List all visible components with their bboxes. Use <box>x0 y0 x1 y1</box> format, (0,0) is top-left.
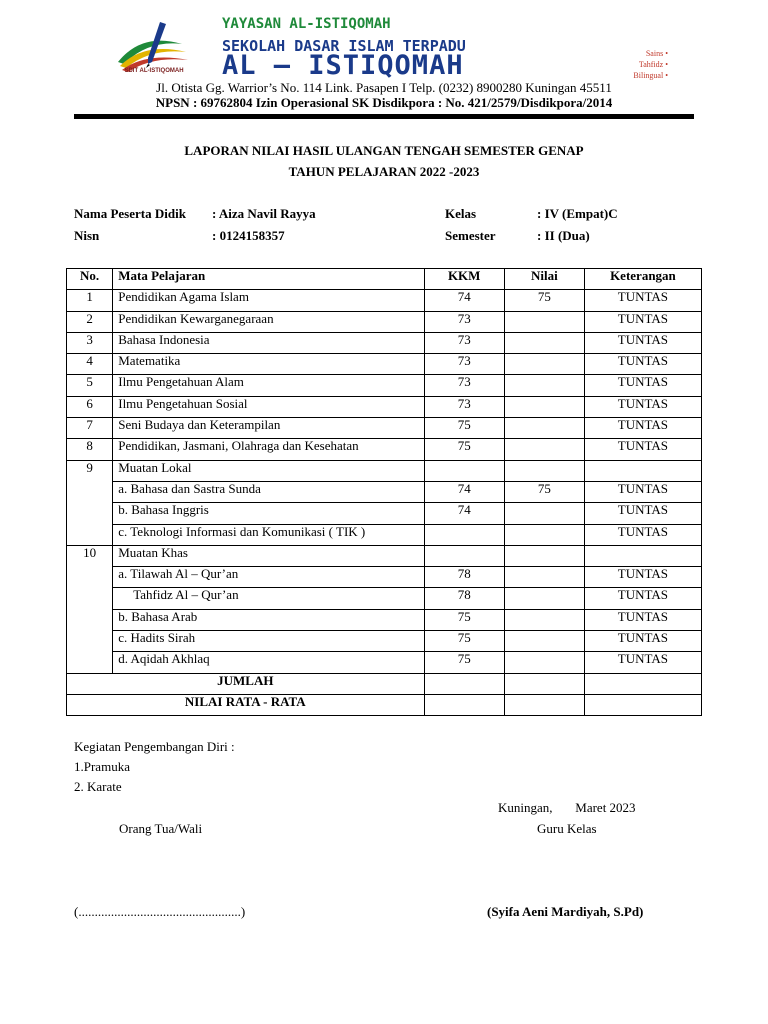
row-kkm <box>424 545 504 566</box>
total-row <box>67 673 702 694</box>
table-row <box>67 460 702 481</box>
row-keterangan: TUNTAS <box>584 588 701 609</box>
row-kkm: 73 <box>424 354 504 375</box>
row-keterangan: TUNTAS <box>584 652 701 673</box>
row-subject: Pendidikan Kewarganegaraan <box>113 311 424 332</box>
row-keterangan: TUNTAS <box>584 311 701 332</box>
class-value: : IV (Empat)C <box>537 206 618 221</box>
student-nisn-label: Nisn <box>74 228 100 243</box>
school-address: Jl. Otista Gg. Warrior’s No. 114 Link. Pasapen I Telp. (0232) 8900280 Kuningan 45511 <box>156 80 612 95</box>
row-keterangan: TUNTAS <box>584 439 701 460</box>
row-subject: Muatan Lokal <box>113 460 424 481</box>
table-row <box>67 354 702 375</box>
row-no <box>67 481 113 502</box>
semester-label: Semester <box>445 228 496 243</box>
row-subject: Muatan Khas <box>113 545 424 566</box>
row-no <box>67 588 113 609</box>
row-subject: Ilmu Pengetahuan Sosial <box>113 396 424 417</box>
row-keterangan: TUNTAS <box>584 375 701 396</box>
row-kkm: 74 <box>424 503 504 524</box>
total-ket <box>584 673 701 694</box>
header-no: No. <box>67 269 113 290</box>
row-nilai <box>504 524 584 545</box>
table-row <box>67 418 702 439</box>
row-no: 10 <box>67 545 113 566</box>
row-no <box>67 567 113 588</box>
row-subject: Matematika <box>113 354 424 375</box>
row-subject: a. Tilawah Al – Qur’an <box>113 567 424 588</box>
row-kkm: 75 <box>424 439 504 460</box>
teacher-signature: (Syifa Aeni Mardiyah, S.Pd) <box>487 904 644 919</box>
average-row <box>67 694 702 715</box>
table-row <box>67 396 702 417</box>
table-row <box>67 588 702 609</box>
table-row <box>67 311 702 332</box>
table-row <box>67 439 702 460</box>
row-keterangan: TUNTAS <box>584 503 701 524</box>
row-keterangan: TUNTAS <box>584 609 701 630</box>
row-keterangan: TUNTAS <box>584 396 701 417</box>
tag-sains: Sains • <box>645 49 668 58</box>
report-year: TAHUN PELAJARAN 2022 -2023 <box>288 164 480 179</box>
row-keterangan: TUNTAS <box>584 567 701 588</box>
header-keterangan: Keterangan <box>584 269 701 290</box>
row-kkm: 73 <box>424 396 504 417</box>
student-name-value: : Aiza Navil Rayya <box>212 206 316 221</box>
table-row <box>67 652 702 673</box>
row-nilai <box>504 503 584 524</box>
total-kkm <box>424 673 504 694</box>
table-row <box>67 290 702 311</box>
foundation-name: YAYASAN AL-ISTIQOMAH <box>222 16 391 32</box>
table-row <box>67 375 702 396</box>
row-kkm: 75 <box>424 609 504 630</box>
row-kkm: 75 <box>424 631 504 652</box>
table-row <box>67 631 702 652</box>
row-no: 7 <box>67 418 113 439</box>
row-kkm: 78 <box>424 567 504 588</box>
row-nilai <box>504 588 584 609</box>
table-row <box>67 545 702 566</box>
semester-value: : II (Dua) <box>537 228 590 243</box>
row-kkm: 74 <box>424 481 504 502</box>
activity-item: 2. Karate <box>74 779 122 794</box>
row-subject: d. Aqidah Akhlaq <box>113 652 424 673</box>
tag-tahfidz: Tahfidz • <box>638 60 668 69</box>
row-nilai <box>504 631 584 652</box>
average-label: NILAI RATA - RATA <box>67 694 425 715</box>
row-nilai <box>504 652 584 673</box>
row-kkm: 78 <box>424 588 504 609</box>
row-keterangan <box>584 460 701 481</box>
activities-title: Kegiatan Pengembangan Diri : <box>74 739 235 754</box>
school-type: SEKOLAH DASAR ISLAM TERPADU <box>222 37 466 55</box>
row-no <box>67 609 113 630</box>
row-subject: Pendidikan Agama Islam <box>113 290 424 311</box>
row-no <box>67 652 113 673</box>
teacher-label: Guru Kelas <box>537 821 597 836</box>
row-keterangan: TUNTAS <box>584 290 701 311</box>
row-subject: Bahasa Indonesia <box>113 332 424 353</box>
student-name-label: Nama Peserta Didik <box>74 206 186 221</box>
row-kkm <box>424 460 504 481</box>
row-no: 5 <box>67 375 113 396</box>
row-kkm <box>424 524 504 545</box>
activity-item: 1.Pramuka <box>74 759 130 774</box>
row-keterangan: TUNTAS <box>584 354 701 375</box>
table-row <box>67 524 702 545</box>
row-keterangan: TUNTAS <box>584 332 701 353</box>
row-no: 9 <box>67 460 113 481</box>
row-no: 6 <box>67 396 113 417</box>
header-divider <box>74 114 694 119</box>
table-row <box>67 567 702 588</box>
row-keterangan: TUNTAS <box>584 524 701 545</box>
parent-signature: (..................................................) <box>74 904 246 919</box>
row-subject: Pendidikan, Jasmani, Olahraga dan Kesehatan <box>113 439 424 460</box>
row-no: 3 <box>67 332 113 353</box>
header-nilai: Nilai <box>504 269 584 290</box>
total-label: JUMLAH <box>67 673 425 694</box>
place-date: Kuningan, Maret 2023 <box>498 800 636 815</box>
school-npsn: NPSN : 69762804 Izin Operasional SK Disdikpora : No. 421/2579/Disdikpora/2014 <box>155 95 613 110</box>
row-nilai: 75 <box>504 290 584 311</box>
row-nilai <box>504 609 584 630</box>
report-title: LAPORAN NILAI HASIL ULANGAN TENGAH SEMESTER GENAP <box>184 143 584 158</box>
row-subject: c. Teknologi Informasi dan Komunikasi ( TIK ) <box>113 524 424 545</box>
school-name: AL – ISTIQOMAH <box>222 50 464 81</box>
row-keterangan <box>584 545 701 566</box>
row-keterangan: TUNTAS <box>584 481 701 502</box>
row-nilai <box>504 545 584 566</box>
row-nilai <box>504 311 584 332</box>
table-row <box>67 332 702 353</box>
table-row <box>67 481 702 502</box>
table-row <box>67 503 702 524</box>
row-nilai <box>504 460 584 481</box>
row-kkm: 74 <box>424 290 504 311</box>
parent-label: Orang Tua/Wali <box>119 821 203 836</box>
program-tags <box>633 48 668 81</box>
row-nilai <box>504 332 584 353</box>
class-label: Kelas <box>445 206 477 221</box>
header-subject: Mata Pelajaran <box>113 269 424 290</box>
row-subject: c. Hadits Sirah <box>113 631 424 652</box>
row-keterangan: TUNTAS <box>584 418 701 439</box>
average-ket <box>584 694 701 715</box>
row-subject: b. Bahasa Inggris <box>113 503 424 524</box>
row-nilai <box>504 418 584 439</box>
row-kkm: 75 <box>424 418 504 439</box>
row-nilai <box>504 396 584 417</box>
header-kkm: KKM <box>424 269 504 290</box>
row-nilai <box>504 375 584 396</box>
row-subject: a. Bahasa dan Sastra Sunda <box>113 481 424 502</box>
student-nisn-value: : 0124158357 <box>212 228 285 243</box>
row-no: 4 <box>67 354 113 375</box>
row-nilai <box>504 439 584 460</box>
row-subject: b. Bahasa Arab <box>113 609 424 630</box>
row-subject: Seni Budaya dan Keterampilan <box>113 418 424 439</box>
row-no: 8 <box>67 439 113 460</box>
row-no <box>67 631 113 652</box>
row-nilai <box>504 567 584 588</box>
grades-table <box>66 268 702 716</box>
row-kkm: 73 <box>424 375 504 396</box>
row-keterangan: TUNTAS <box>584 631 701 652</box>
row-no <box>67 524 113 545</box>
tag-bilingual: Bilingual • <box>633 71 668 80</box>
row-no <box>67 503 113 524</box>
row-subject: Tahfidz Al – Qur’an <box>113 588 424 609</box>
total-nilai <box>504 673 584 694</box>
table-header-row <box>67 269 702 290</box>
row-nilai <box>504 354 584 375</box>
row-kkm: 73 <box>424 311 504 332</box>
table-row <box>67 609 702 630</box>
row-kkm: 73 <box>424 332 504 353</box>
row-no: 1 <box>67 290 113 311</box>
average-nilai <box>504 694 584 715</box>
row-kkm: 75 <box>424 652 504 673</box>
row-nilai: 75 <box>504 481 584 502</box>
logo-caption: SDIT AL-ISTIQOMAH <box>124 68 184 74</box>
row-no: 2 <box>67 311 113 332</box>
average-kkm <box>424 694 504 715</box>
row-subject: Ilmu Pengetahuan Alam <box>113 375 424 396</box>
